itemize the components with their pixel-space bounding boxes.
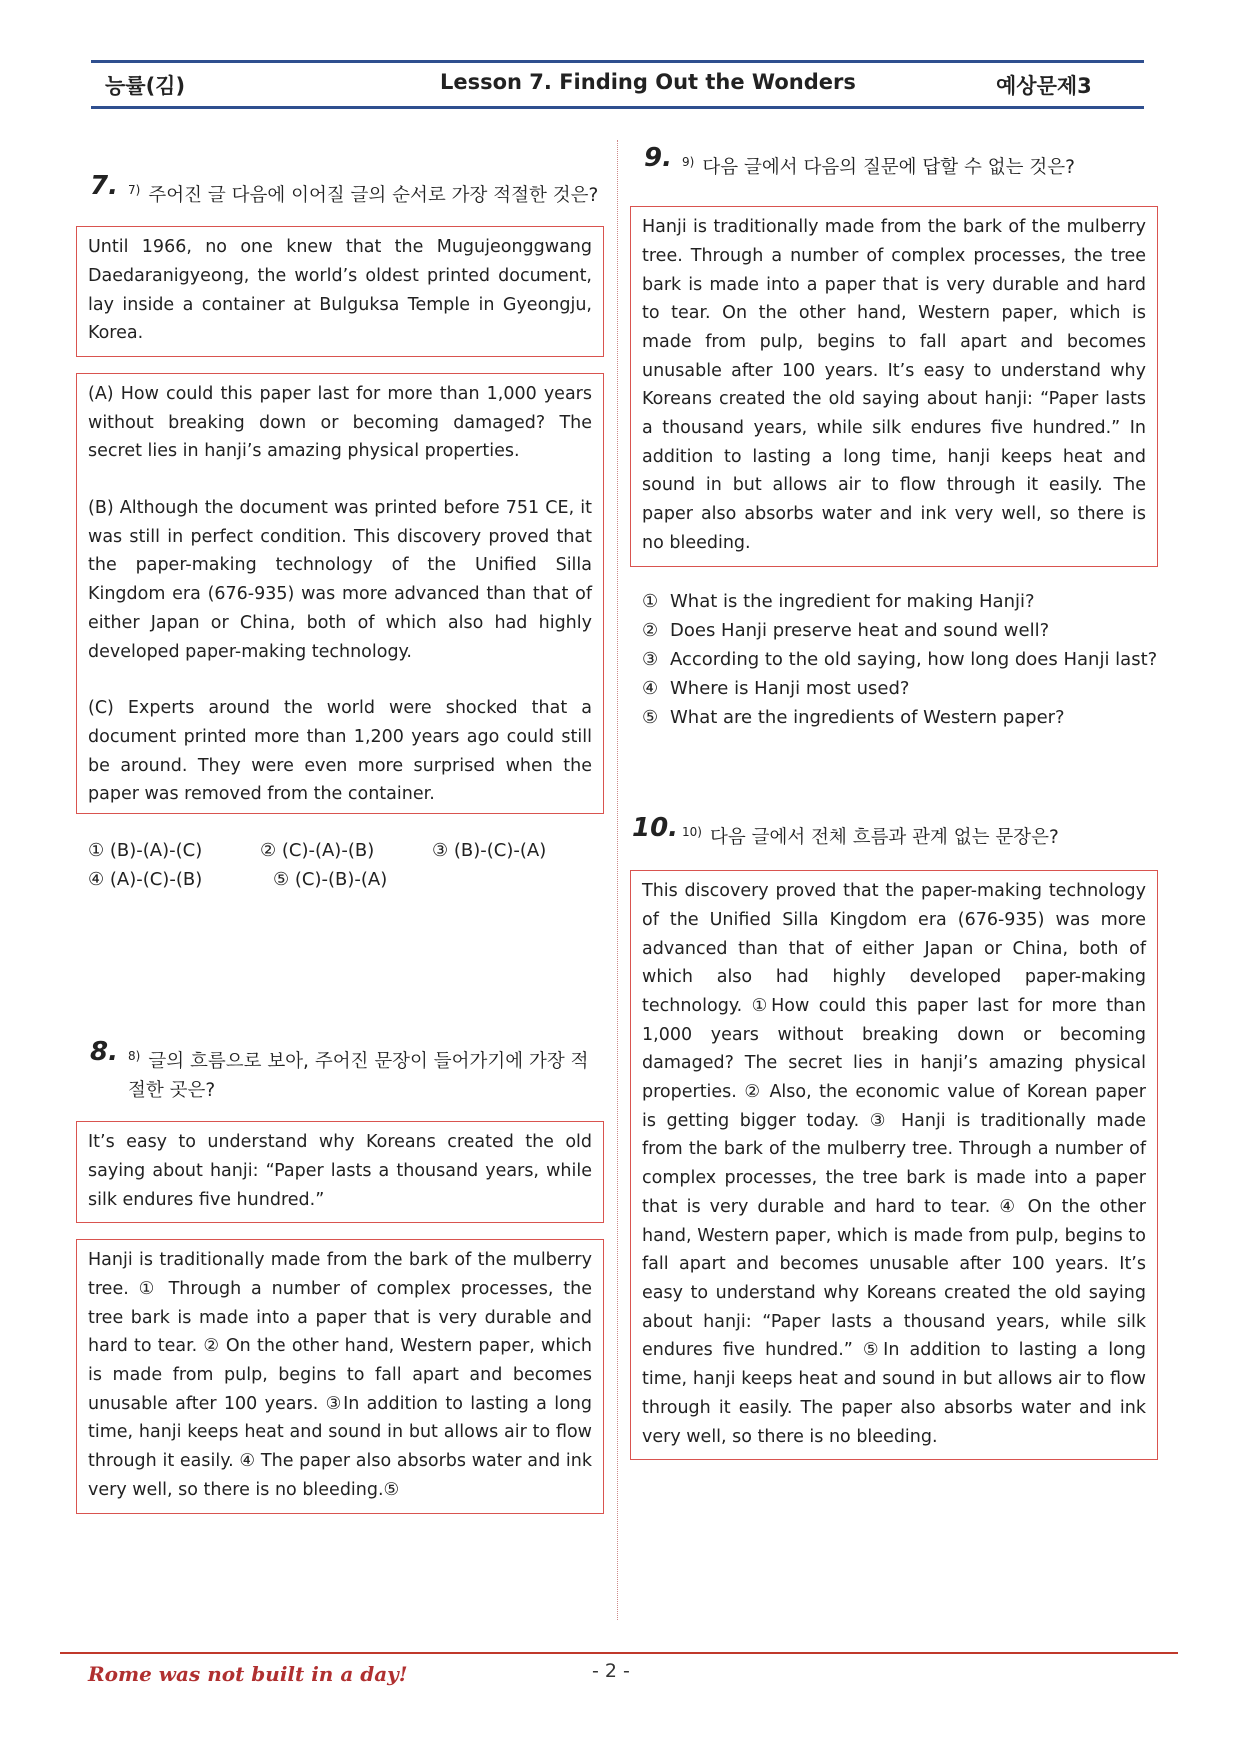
passage: This discovery proved that the paper-making technology of the Unified Silla Kingdom era (676-935) was more advanced than that of either Japan or China, both of which also had highly developed paper-making technology. ①How could this paper last for more than 1,000 years without breaking down or becoming damaged? The secret lies in hanji’s amazing physical properties. ② Also, the economic value of Korean paper is getting bigger today. ③ Hanji is traditionally made from the bark of the mulberry tree. Through a number of complex processes, the tree bark is made into a paper that is very durable and hard to tear. ④ On the other hand, Western paper, which is made from pulp, begins to fall apart and becomes unusable after 100 years. It’s easy to understand why Koreans created the old saying about hanji: “Paper lasts a thousand years, while silk endures five hundred.” ⑤In addition to lasting a long time, hanji keeps heat and sound in but allows air to flow through it easily. The paper also absorbs water and ink very well, so there is no bleeding. [642,881,1146,1447]
question-number: 7. [90,171,118,201]
option-2[interactable]: ② (C)-(A)-(B) [260,839,375,861]
given-sentence-box [76,226,604,357]
question-number: 9. [644,143,672,173]
footer-rule [60,1652,1178,1654]
footnote-marker: 7) [128,183,141,197]
passage-box [630,870,1158,1460]
question-prompt: 다음 글에서 다음의 질문에 답할 수 없는 것은? [702,157,1075,179]
option-1[interactable]: ① What is the ingredient for making Hanji? [642,590,1035,612]
passage-b: (B) Although the document was printed before 751 CE, it was still in perfect condition. This discovery proved that the paper-making technology of the Unified Silla Kingdom era (676-935) was more advanced than that of either Japan or China, both of which also had highly developed paper-making technology. [88,498,592,662]
footnote-marker: 9) [682,155,695,169]
option-5[interactable]: ⑤ (C)-(B)-(A) [273,868,388,890]
question-8 [76,1037,604,1514]
question-7-header [76,171,604,210]
footnote-marker: 10) [682,825,702,839]
question-7 [76,171,604,894]
given-sentence: Until 1966, no one knew that the Mugujeonggwang Daedaranigyeong, the world’s oldest printed document, lay inside a container at Bulguksa Temple in Gyeongju, Korea. [88,237,592,344]
question-prompt: 주어진 글 다음에 이어질 글의 순서로 가장 적절한 것은? [148,185,599,207]
footer-motto: Rome was not built in a day! [88,1662,408,1686]
footnote-marker: 8) [128,1049,141,1063]
question-8-header [76,1037,604,1105]
header-lesson-title: Lesson 7. Finding Out the Wonders [440,70,856,94]
given-sentence: It’s easy to understand why Koreans created the old saying about hanji: “Paper lasts a thousand years, while silk endures five hundred.” [88,1132,592,1210]
option-4[interactable]: ④ Where is Hanji most used? [642,677,910,699]
passage-a: (A) How could this paper last for more than 1,000 years without breaking down or becoming damaged? The secret lies in hanji’s amazing physical properties. [88,383,592,462]
option-5[interactable]: ⑤ What are the ingredients of Western paper? [642,706,1065,728]
passage-c: (C) Experts around the world were shocked that a document printed more than 1,200 years ago could still be around. They were even more surprised when the paper was removed from the container. [88,698,592,805]
question-number: 8. [90,1037,118,1067]
page-number: - 2 - [592,1660,630,1682]
option-3[interactable]: ③ (B)-(C)-(A) [432,839,547,861]
question-10-header [630,813,1158,852]
question-9 [630,143,1158,732]
passage: Hanji is traditionally made from the bark of the mulberry tree. ① Through a number of complex processes, the tree bark is made into a paper that is very durable and hard to tear. ② On the other hand, Western paper, which is made from pulp, begins to fall apart and becomes unusable after 100 years. ③In addition to lasting a long time, hanji keeps heat and sound in but allows air to flow through it easily. ④ The paper also absorbs water and ink very well, so there is no bleeding.⑤ [88,1250,592,1500]
question-10 [630,813,1158,1460]
header-publisher: 능률(김) [105,74,186,98]
passage-box [76,1239,604,1513]
question-9-header [630,143,1158,182]
option-1[interactable]: ① (B)-(A)-(C) [88,839,203,861]
passage: Hanji is traditionally made from the bark of the mulberry tree. Through a number of complex processes, the tree bark is made into a paper that is very durable and hard to tear. On the other hand, Western paper, which is made from pulp, begins to fall apart and becomes unusable after 100 years. It’s easy to understand why Koreans created the old saying about hanji: “Paper lasts a thousand years, while silk endures five hundred.” In addition to lasting a long time, hanji keeps heat and sound in but allows air to flow through it easily. The paper also absorbs water and ink very well, so there is no bleeding. [642,217,1146,553]
given-sentence-box [76,1121,604,1223]
question-prompt: 다음 글에서 전체 흐름과 관계 없는 문장은? [709,827,1059,849]
header-exam-label: 예상문제3 [996,74,1092,98]
column-divider [617,140,618,1620]
question-number: 10. [632,813,679,843]
option-3[interactable]: ③ According to the old saying, how long does Hanji last? [642,648,1158,670]
header-bottom-rule [91,106,1144,109]
question-prompt: 글의 흐름으로 보아, 주어진 문장이 들어가기에 가장 적절한 곳은? [128,1051,589,1102]
option-2[interactable]: ② Does Hanji preserve heat and sound well? [642,619,1050,641]
header-top-rule [91,60,1144,63]
passage-box [630,206,1158,566]
passage-box [76,373,604,814]
answer-options [76,836,604,894]
answer-options [630,587,1158,732]
option-4[interactable]: ④ (A)-(C)-(B) [88,868,203,890]
